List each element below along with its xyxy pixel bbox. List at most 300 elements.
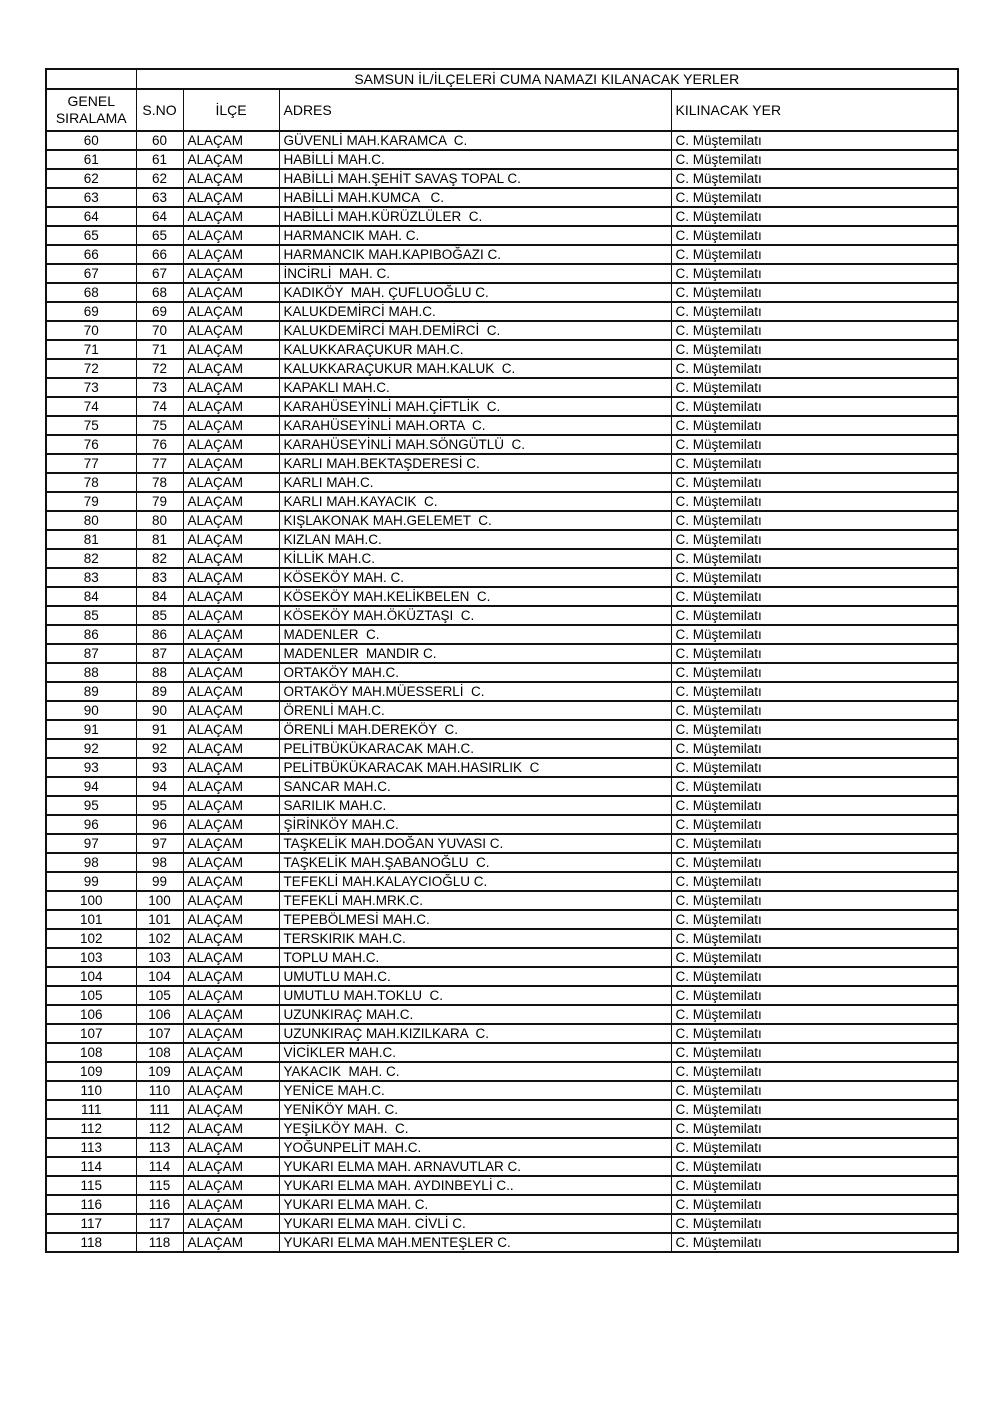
cell-kilinacak-yer: C. Müştemilatı [671, 264, 958, 283]
cell-genel-siralama: 60 [46, 131, 136, 150]
cell-kilinacak-yer: C. Müştemilatı [671, 834, 958, 853]
cell-genel-siralama: 106 [46, 1005, 136, 1024]
cell-genel-siralama: 79 [46, 492, 136, 511]
cell-s-no: 65 [136, 226, 183, 245]
cell-s-no: 101 [136, 910, 183, 929]
cell-ilce: ALAÇAM [183, 530, 279, 549]
table-row [46, 492, 958, 511]
cell-genel-siralama: 70 [46, 321, 136, 340]
cell-kilinacak-yer: C. Müştemilatı [671, 1176, 958, 1195]
cell-s-no: 93 [136, 758, 183, 777]
cell-adres: TERSKIRIK MAH.C. [279, 929, 671, 948]
cell-s-no: 86 [136, 625, 183, 644]
cell-ilce: ALAÇAM [183, 834, 279, 853]
cell-ilce: ALAÇAM [183, 188, 279, 207]
table-row [46, 264, 958, 283]
cell-genel-siralama: 80 [46, 511, 136, 530]
cell-s-no: 109 [136, 1062, 183, 1081]
table-row [46, 948, 958, 967]
cell-kilinacak-yer: C. Müştemilatı [671, 1119, 958, 1138]
cell-genel-siralama: 66 [46, 245, 136, 264]
col-header-ilce: İLÇE [183, 89, 279, 131]
cell-ilce: ALAÇAM [183, 473, 279, 492]
cell-genel-siralama: 86 [46, 625, 136, 644]
cell-kilinacak-yer: C. Müştemilatı [671, 986, 958, 1005]
cell-ilce: ALAÇAM [183, 853, 279, 872]
table-row [46, 416, 958, 435]
col-header-genel-siralama: GENEL SIRALAMA [46, 89, 136, 131]
cell-adres: TOPLU MAH.C. [279, 948, 671, 967]
cell-genel-siralama: 81 [46, 530, 136, 549]
cell-kilinacak-yer: C. Müştemilatı [671, 530, 958, 549]
cell-kilinacak-yer: C. Müştemilatı [671, 1081, 958, 1100]
cell-kilinacak-yer: C. Müştemilatı [671, 625, 958, 644]
cell-genel-siralama: 117 [46, 1214, 136, 1233]
cell-adres: UMUTLU MAH.C. [279, 967, 671, 986]
table-row [46, 530, 958, 549]
cell-kilinacak-yer: C. Müştemilatı [671, 188, 958, 207]
cell-adres: SARILIK MAH.C. [279, 796, 671, 815]
cell-adres: YENİCE MAH.C. [279, 1081, 671, 1100]
cell-adres: KAPAKLI MAH.C. [279, 378, 671, 397]
cell-s-no: 78 [136, 473, 183, 492]
cell-kilinacak-yer: C. Müştemilatı [671, 967, 958, 986]
cell-ilce: ALAÇAM [183, 1100, 279, 1119]
cell-adres: KARLI MAH.BEKTAŞDERESİ C. [279, 454, 671, 473]
cell-genel-siralama: 115 [46, 1176, 136, 1195]
cell-genel-siralama: 74 [46, 397, 136, 416]
cell-s-no: 112 [136, 1119, 183, 1138]
cell-s-no: 72 [136, 359, 183, 378]
table-row [46, 1081, 958, 1100]
cell-adres: İNCİRLİ MAH. C. [279, 264, 671, 283]
cell-kilinacak-yer: C. Müştemilatı [671, 321, 958, 340]
cell-kilinacak-yer: C. Müştemilatı [671, 948, 958, 967]
cell-kilinacak-yer: C. Müştemilatı [671, 340, 958, 359]
cell-kilinacak-yer: C. Müştemilatı [671, 644, 958, 663]
cell-ilce: ALAÇAM [183, 359, 279, 378]
cell-genel-siralama: 107 [46, 1024, 136, 1043]
cell-adres: YUKARI ELMA MAH. CİVLİ C. [279, 1214, 671, 1233]
cell-adres: TEFEKLİ MAH.MRK.C. [279, 891, 671, 910]
cell-kilinacak-yer: C. Müştemilatı [671, 150, 958, 169]
cell-genel-siralama: 88 [46, 663, 136, 682]
cell-s-no: 113 [136, 1138, 183, 1157]
table-row [46, 283, 958, 302]
cell-genel-siralama: 97 [46, 834, 136, 853]
cell-ilce: ALAÇAM [183, 758, 279, 777]
cell-s-no: 71 [136, 340, 183, 359]
table-body [46, 131, 958, 1252]
table-row [46, 378, 958, 397]
table-row [46, 150, 958, 169]
table-row [46, 169, 958, 188]
cell-genel-siralama: 104 [46, 967, 136, 986]
cell-kilinacak-yer: C. Müştemilatı [671, 796, 958, 815]
cell-adres: UZUNKIRAÇ MAH.C. [279, 1005, 671, 1024]
cell-s-no: 85 [136, 606, 183, 625]
cell-s-no: 66 [136, 245, 183, 264]
cell-s-no: 82 [136, 549, 183, 568]
cell-kilinacak-yer: C. Müştemilatı [671, 473, 958, 492]
cell-ilce: ALAÇAM [183, 226, 279, 245]
cell-s-no: 60 [136, 131, 183, 150]
cell-ilce: ALAÇAM [183, 1176, 279, 1195]
table-row [46, 207, 958, 226]
table-row [46, 1157, 958, 1176]
cell-s-no: 91 [136, 720, 183, 739]
cell-kilinacak-yer: C. Müştemilatı [671, 910, 958, 929]
cell-genel-siralama: 62 [46, 169, 136, 188]
cell-ilce: ALAÇAM [183, 397, 279, 416]
table-row [46, 986, 958, 1005]
cell-s-no: 81 [136, 530, 183, 549]
cell-adres: KÖSEKÖY MAH.KELİKBELEN C. [279, 587, 671, 606]
cell-kilinacak-yer: C. Müştemilatı [671, 682, 958, 701]
cell-ilce: ALAÇAM [183, 1005, 279, 1024]
cell-ilce: ALAÇAM [183, 492, 279, 511]
cell-genel-siralama: 118 [46, 1233, 136, 1252]
cell-s-no: 96 [136, 815, 183, 834]
table-row [46, 511, 958, 530]
cell-kilinacak-yer: C. Müştemilatı [671, 1005, 958, 1024]
cell-kilinacak-yer: C. Müştemilatı [671, 872, 958, 891]
cell-adres: HABİLLİ MAH.KÜRÜZLÜLER C. [279, 207, 671, 226]
table-row [46, 682, 958, 701]
cell-ilce: ALAÇAM [183, 625, 279, 644]
cell-kilinacak-yer: C. Müştemilatı [671, 492, 958, 511]
cell-adres: HABİLLİ MAH.KUMCA C. [279, 188, 671, 207]
cell-genel-siralama: 64 [46, 207, 136, 226]
document-page [45, 68, 959, 1253]
table-row [46, 815, 958, 834]
cell-ilce: ALAÇAM [183, 340, 279, 359]
cell-s-no: 77 [136, 454, 183, 473]
cell-adres: SANCAR MAH.C. [279, 777, 671, 796]
cell-ilce: ALAÇAM [183, 1195, 279, 1214]
cell-s-no: 111 [136, 1100, 183, 1119]
column-header-row [46, 89, 958, 131]
cell-ilce: ALAÇAM [183, 416, 279, 435]
cell-adres: KARAHÜSEYİNLİ MAH.ORTA C. [279, 416, 671, 435]
cell-genel-siralama: 92 [46, 739, 136, 758]
cell-s-no: 98 [136, 853, 183, 872]
cell-kilinacak-yer: C. Müştemilatı [671, 283, 958, 302]
table-row [46, 663, 958, 682]
cell-genel-siralama: 113 [46, 1138, 136, 1157]
cell-s-no: 106 [136, 1005, 183, 1024]
cell-s-no: 87 [136, 644, 183, 663]
cell-s-no: 83 [136, 568, 183, 587]
cell-kilinacak-yer: C. Müştemilatı [671, 549, 958, 568]
cell-s-no: 74 [136, 397, 183, 416]
cell-genel-siralama: 98 [46, 853, 136, 872]
cell-adres: KARAHÜSEYİNLİ MAH.SÖNGÜTLÜ C. [279, 435, 671, 454]
title-row [46, 69, 958, 89]
cell-ilce: ALAÇAM [183, 967, 279, 986]
cell-ilce: ALAÇAM [183, 1043, 279, 1062]
table-row [46, 131, 958, 150]
cell-s-no: 70 [136, 321, 183, 340]
cell-genel-siralama: 100 [46, 891, 136, 910]
cell-kilinacak-yer: C. Müştemilatı [671, 245, 958, 264]
table-title: SAMSUN İL/İLÇELERİ CUMA NAMAZI KILANACAK YERLER [136, 69, 958, 89]
table-row [46, 549, 958, 568]
table-row [46, 701, 958, 720]
cell-ilce: ALAÇAM [183, 1157, 279, 1176]
cell-s-no: 102 [136, 929, 183, 948]
cell-ilce: ALAÇAM [183, 207, 279, 226]
table-row [46, 739, 958, 758]
cell-s-no: 88 [136, 663, 183, 682]
cell-ilce: ALAÇAM [183, 150, 279, 169]
cell-ilce: ALAÇAM [183, 929, 279, 948]
table-row [46, 568, 958, 587]
cell-kilinacak-yer: C. Müştemilatı [671, 169, 958, 188]
cell-adres: ÖRENLİ MAH.DEREKÖY C. [279, 720, 671, 739]
cell-adres: YAKACIK MAH. C. [279, 1062, 671, 1081]
cell-genel-siralama: 103 [46, 948, 136, 967]
cell-s-no: 99 [136, 872, 183, 891]
cell-s-no: 95 [136, 796, 183, 815]
cell-genel-siralama: 85 [46, 606, 136, 625]
cell-kilinacak-yer: C. Müştemilatı [671, 568, 958, 587]
cell-kilinacak-yer: C. Müştemilatı [671, 1062, 958, 1081]
cell-ilce: ALAÇAM [183, 872, 279, 891]
cell-adres: MADENLER C. [279, 625, 671, 644]
cell-ilce: ALAÇAM [183, 796, 279, 815]
cell-ilce: ALAÇAM [183, 283, 279, 302]
cell-adres: KIZLAN MAH.C. [279, 530, 671, 549]
cell-s-no: 103 [136, 948, 183, 967]
cell-ilce: ALAÇAM [183, 986, 279, 1005]
cell-adres: UZUNKIRAÇ MAH.KIZILKARA C. [279, 1024, 671, 1043]
table-row [46, 1005, 958, 1024]
col-header-s-no: S.NO [136, 89, 183, 131]
cell-genel-siralama: 99 [46, 872, 136, 891]
cell-adres: TAŞKELİK MAH.ŞABANOĞLU C. [279, 853, 671, 872]
cell-ilce: ALAÇAM [183, 321, 279, 340]
cell-kilinacak-yer: C. Müştemilatı [671, 226, 958, 245]
cell-ilce: ALAÇAM [183, 1062, 279, 1081]
cell-genel-siralama: 116 [46, 1195, 136, 1214]
cell-kilinacak-yer: C. Müştemilatı [671, 1043, 958, 1062]
cell-ilce: ALAÇAM [183, 454, 279, 473]
cell-kilinacak-yer: C. Müştemilatı [671, 435, 958, 454]
cell-ilce: ALAÇAM [183, 587, 279, 606]
cell-adres: UMUTLU MAH.TOKLU C. [279, 986, 671, 1005]
cell-s-no: 80 [136, 511, 183, 530]
cell-genel-siralama: 111 [46, 1100, 136, 1119]
cell-kilinacak-yer: C. Müştemilatı [671, 454, 958, 473]
cell-adres: KALUKKARAÇUKUR MAH.C. [279, 340, 671, 359]
cell-genel-siralama: 96 [46, 815, 136, 834]
cell-adres: YENİKÖY MAH. C. [279, 1100, 671, 1119]
cell-genel-siralama: 102 [46, 929, 136, 948]
cell-s-no: 100 [136, 891, 183, 910]
cell-ilce: ALAÇAM [183, 245, 279, 264]
cell-genel-siralama: 69 [46, 302, 136, 321]
cell-kilinacak-yer: C. Müştemilatı [671, 891, 958, 910]
cell-kilinacak-yer: C. Müştemilatı [671, 1195, 958, 1214]
cell-s-no: 64 [136, 207, 183, 226]
cell-kilinacak-yer: C. Müştemilatı [671, 929, 958, 948]
table-row [46, 834, 958, 853]
table-row [46, 397, 958, 416]
cell-adres: KİLLİK MAH.C. [279, 549, 671, 568]
cell-s-no: 68 [136, 283, 183, 302]
cell-ilce: ALAÇAM [183, 511, 279, 530]
table-row [46, 1233, 958, 1252]
cell-adres: YOĞUNPELİT MAH.C. [279, 1138, 671, 1157]
table-row [46, 340, 958, 359]
cell-kilinacak-yer: C. Müştemilatı [671, 1214, 958, 1233]
cell-genel-siralama: 91 [46, 720, 136, 739]
cell-s-no: 76 [136, 435, 183, 454]
cell-s-no: 97 [136, 834, 183, 853]
cell-adres: ORTAKÖY MAH.C. [279, 663, 671, 682]
cell-ilce: ALAÇAM [183, 131, 279, 150]
cell-adres: HABİLLİ MAH.C. [279, 150, 671, 169]
cell-ilce: ALAÇAM [183, 606, 279, 625]
prayer-locations-table [45, 68, 959, 1253]
cell-s-no: 79 [136, 492, 183, 511]
cell-s-no: 108 [136, 1043, 183, 1062]
table-row [46, 188, 958, 207]
cell-genel-siralama: 94 [46, 777, 136, 796]
cell-kilinacak-yer: C. Müştemilatı [671, 378, 958, 397]
table-row [46, 226, 958, 245]
cell-s-no: 114 [136, 1157, 183, 1176]
cell-adres: PELİTBÜKÜKARACAK MAH.HASIRLIK C [279, 758, 671, 777]
cell-s-no: 69 [136, 302, 183, 321]
cell-adres: KALUKKARAÇUKUR MAH.KALUK C. [279, 359, 671, 378]
table-row [46, 1138, 958, 1157]
cell-kilinacak-yer: C. Müştemilatı [671, 587, 958, 606]
cell-s-no: 67 [136, 264, 183, 283]
cell-s-no: 75 [136, 416, 183, 435]
cell-adres: TEPEBÖLMESİ MAH.C. [279, 910, 671, 929]
cell-genel-siralama: 87 [46, 644, 136, 663]
cell-adres: ORTAKÖY MAH.MÜESSERLİ C. [279, 682, 671, 701]
cell-genel-siralama: 90 [46, 701, 136, 720]
cell-ilce: ALAÇAM [183, 435, 279, 454]
cell-adres: MADENLER MANDIR C. [279, 644, 671, 663]
table-row [46, 359, 958, 378]
col-header-adres: ADRES [279, 89, 671, 131]
cell-kilinacak-yer: C. Müştemilatı [671, 302, 958, 321]
cell-ilce: ALAÇAM [183, 1233, 279, 1252]
cell-kilinacak-yer: C. Müştemilatı [671, 701, 958, 720]
table-row [46, 1214, 958, 1233]
table-row [46, 473, 958, 492]
table-row [46, 872, 958, 891]
cell-genel-siralama: 112 [46, 1119, 136, 1138]
table-row [46, 625, 958, 644]
cell-genel-siralama: 76 [46, 435, 136, 454]
cell-genel-siralama: 108 [46, 1043, 136, 1062]
cell-ilce: ALAÇAM [183, 378, 279, 397]
table-row [46, 454, 958, 473]
cell-kilinacak-yer: C. Müştemilatı [671, 758, 958, 777]
cell-ilce: ALAÇAM [183, 910, 279, 929]
cell-adres: ÖRENLİ MAH.C. [279, 701, 671, 720]
cell-ilce: ALAÇAM [183, 264, 279, 283]
cell-kilinacak-yer: C. Müştemilatı [671, 815, 958, 834]
cell-genel-siralama: 84 [46, 587, 136, 606]
cell-genel-siralama: 101 [46, 910, 136, 929]
cell-ilce: ALAÇAM [183, 948, 279, 967]
cell-ilce: ALAÇAM [183, 302, 279, 321]
cell-genel-siralama: 72 [46, 359, 136, 378]
cell-ilce: ALAÇAM [183, 701, 279, 720]
table-row [46, 587, 958, 606]
cell-genel-siralama: 105 [46, 986, 136, 1005]
cell-adres: HARMANCIK MAH.KAPIBOĞAZI C. [279, 245, 671, 264]
table-row [46, 1024, 958, 1043]
cell-adres: TAŞKELİK MAH.DOĞAN YUVASI C. [279, 834, 671, 853]
cell-ilce: ALAÇAM [183, 682, 279, 701]
cell-adres: YUKARI ELMA MAH.MENTEŞLER C. [279, 1233, 671, 1252]
cell-genel-siralama: 73 [46, 378, 136, 397]
table-row [46, 606, 958, 625]
table-row [46, 720, 958, 739]
table-row [46, 891, 958, 910]
cell-adres: TEFEKLİ MAH.KALAYCIOĞLU C. [279, 872, 671, 891]
cell-genel-siralama: 83 [46, 568, 136, 587]
table-row [46, 1100, 958, 1119]
table-head [46, 69, 958, 131]
cell-kilinacak-yer: C. Müştemilatı [671, 416, 958, 435]
cell-adres: KÖSEKÖY MAH. C. [279, 568, 671, 587]
cell-s-no: 116 [136, 1195, 183, 1214]
cell-ilce: ALAÇAM [183, 739, 279, 758]
cell-s-no: 94 [136, 777, 183, 796]
cell-s-no: 115 [136, 1176, 183, 1195]
cell-adres: ŞİRİNKÖY MAH.C. [279, 815, 671, 834]
cell-adres: YUKARI ELMA MAH. AYDINBEYLİ C.. [279, 1176, 671, 1195]
cell-ilce: ALAÇAM [183, 1119, 279, 1138]
cell-kilinacak-yer: C. Müştemilatı [671, 777, 958, 796]
table-row [46, 644, 958, 663]
cell-kilinacak-yer: C. Müştemilatı [671, 1233, 958, 1252]
cell-genel-siralama: 71 [46, 340, 136, 359]
cell-kilinacak-yer: C. Müştemilatı [671, 853, 958, 872]
cell-adres: KÖSEKÖY MAH.ÖKÜZTAŞI C. [279, 606, 671, 625]
cell-genel-siralama: 65 [46, 226, 136, 245]
cell-adres: HARMANCIK MAH. C. [279, 226, 671, 245]
cell-s-no: 110 [136, 1081, 183, 1100]
cell-kilinacak-yer: C. Müştemilatı [671, 663, 958, 682]
table-row [46, 1062, 958, 1081]
cell-genel-siralama: 114 [46, 1157, 136, 1176]
table-row [46, 1043, 958, 1062]
cell-genel-siralama: 61 [46, 150, 136, 169]
cell-s-no: 107 [136, 1024, 183, 1043]
cell-kilinacak-yer: C. Müştemilatı [671, 739, 958, 758]
cell-adres: KALUKDEMİRCİ MAH.C. [279, 302, 671, 321]
table-row [46, 1119, 958, 1138]
cell-ilce: ALAÇAM [183, 663, 279, 682]
table-row [46, 758, 958, 777]
cell-genel-siralama: 78 [46, 473, 136, 492]
cell-genel-siralama: 67 [46, 264, 136, 283]
cell-ilce: ALAÇAM [183, 644, 279, 663]
cell-s-no: 62 [136, 169, 183, 188]
cell-ilce: ALAÇAM [183, 720, 279, 739]
cell-adres: GÜVENLİ MAH.KARAMCA C. [279, 131, 671, 150]
cell-ilce: ALAÇAM [183, 891, 279, 910]
